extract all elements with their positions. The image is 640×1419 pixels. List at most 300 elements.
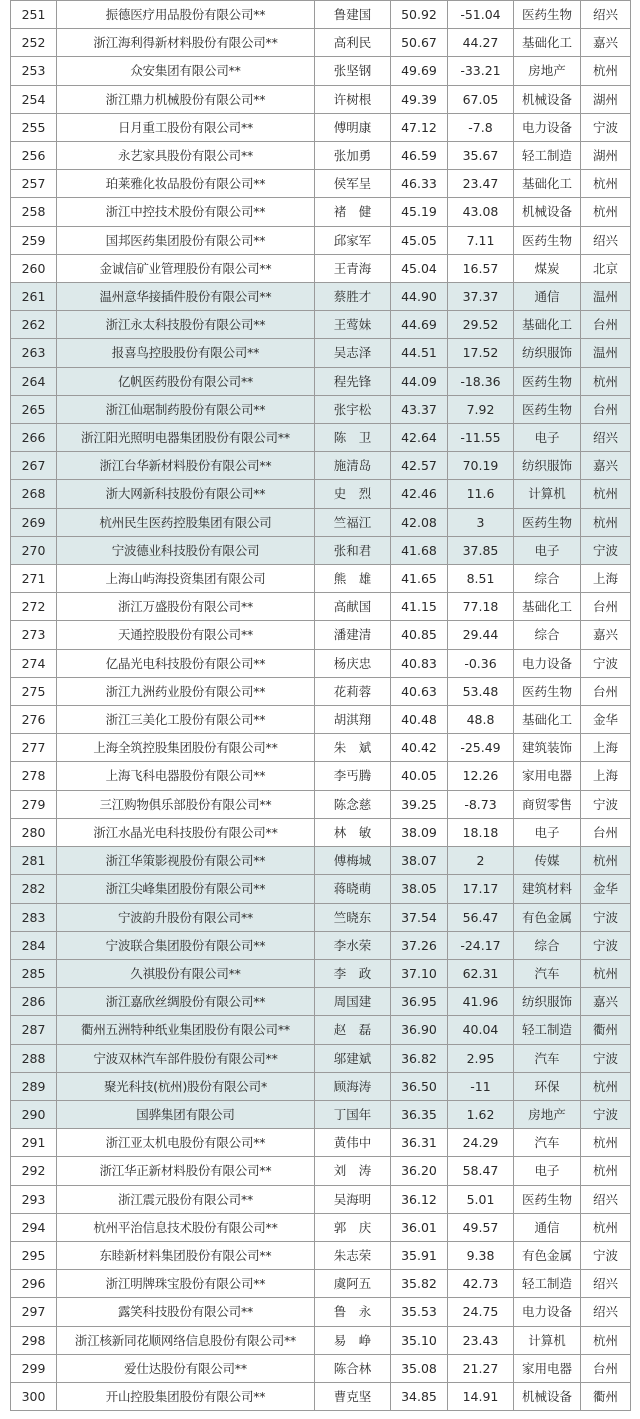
company-name-cell: 杭州民生医药控股集团有限公司 — [57, 508, 315, 536]
change-cell: 40.04 — [448, 1016, 514, 1044]
industry-cell: 机械设备 — [514, 85, 581, 113]
city-cell: 宁波 — [581, 113, 631, 141]
company-name-cell: 东睦新材料集团股份有限公司** — [57, 1241, 315, 1269]
rank-cell: 273 — [11, 621, 57, 649]
change-cell: -24.17 — [448, 931, 514, 959]
value-cell: 38.09 — [391, 818, 448, 846]
value-cell: 49.69 — [391, 57, 448, 85]
value-cell: 47.12 — [391, 113, 448, 141]
city-cell: 上海 — [581, 565, 631, 593]
city-cell: 杭州 — [581, 508, 631, 536]
person-name-cell: 郭 庆 — [315, 1213, 391, 1241]
value-cell: 43.37 — [391, 395, 448, 423]
person-name-cell: 程先锋 — [315, 367, 391, 395]
company-name-cell: 浙江华策影视股份有限公司** — [57, 847, 315, 875]
person-name-cell: 蔡胜才 — [315, 283, 391, 311]
table-row — [11, 1298, 631, 1326]
rank-cell: 251 — [11, 1, 57, 29]
industry-cell: 房地产 — [514, 57, 581, 85]
city-cell: 温州 — [581, 339, 631, 367]
person-name-cell: 张和君 — [315, 536, 391, 564]
city-cell: 宁波 — [581, 903, 631, 931]
person-name-cell: 史 烈 — [315, 480, 391, 508]
city-cell: 杭州 — [581, 170, 631, 198]
rank-cell: 297 — [11, 1298, 57, 1326]
city-cell: 嘉兴 — [581, 621, 631, 649]
ranking-table-container — [10, 0, 630, 1411]
industry-cell: 电子 — [514, 536, 581, 564]
company-name-cell: 国骅集团有限公司 — [57, 1100, 315, 1128]
city-cell: 金华 — [581, 875, 631, 903]
company-name-cell: 宁波韵升股份有限公司** — [57, 903, 315, 931]
company-name-cell: 浙江海利得新材料股份有限公司** — [57, 29, 315, 57]
rank-cell: 289 — [11, 1072, 57, 1100]
table-row — [11, 536, 631, 564]
table-row — [11, 565, 631, 593]
city-cell: 杭州 — [581, 1213, 631, 1241]
person-name-cell: 吴志泽 — [315, 339, 391, 367]
industry-cell: 有色金属 — [514, 903, 581, 931]
table-row — [11, 1129, 631, 1157]
table-row — [11, 1354, 631, 1382]
change-cell: 12.26 — [448, 762, 514, 790]
industry-cell: 基础化工 — [514, 593, 581, 621]
rank-cell: 269 — [11, 508, 57, 536]
change-cell: 5.01 — [448, 1185, 514, 1213]
table-row — [11, 57, 631, 85]
table-row — [11, 1326, 631, 1354]
industry-cell: 计算机 — [514, 480, 581, 508]
person-name-cell: 刘 涛 — [315, 1157, 391, 1185]
table-row — [11, 621, 631, 649]
change-cell: -7.8 — [448, 113, 514, 141]
value-cell: 36.20 — [391, 1157, 448, 1185]
table-row — [11, 142, 631, 170]
city-cell: 湖州 — [581, 85, 631, 113]
city-cell: 台州 — [581, 1354, 631, 1382]
change-cell: 14.91 — [448, 1382, 514, 1410]
person-name-cell: 杨庆忠 — [315, 649, 391, 677]
change-cell: 24.29 — [448, 1129, 514, 1157]
table-row — [11, 395, 631, 423]
industry-cell: 综合 — [514, 621, 581, 649]
rank-cell: 278 — [11, 762, 57, 790]
change-cell: 48.8 — [448, 706, 514, 734]
value-cell: 39.25 — [391, 790, 448, 818]
table-row — [11, 847, 631, 875]
change-cell: 3 — [448, 508, 514, 536]
rank-cell: 284 — [11, 931, 57, 959]
change-cell: 2.95 — [448, 1044, 514, 1072]
city-cell: 衢州 — [581, 1382, 631, 1410]
company-name-cell: 日月重工股份有限公司** — [57, 113, 315, 141]
rank-cell: 266 — [11, 424, 57, 452]
table-row — [11, 311, 631, 339]
person-name-cell: 侯军呈 — [315, 170, 391, 198]
city-cell: 杭州 — [581, 1129, 631, 1157]
rank-cell: 263 — [11, 339, 57, 367]
company-name-cell: 浙江亚太机电股份有限公司** — [57, 1129, 315, 1157]
company-name-cell: 开山控股集团股份有限公司** — [57, 1382, 315, 1410]
change-cell: 17.17 — [448, 875, 514, 903]
city-cell: 绍兴 — [581, 1298, 631, 1326]
company-name-cell: 亿帆医药股份有限公司** — [57, 367, 315, 395]
value-cell: 44.51 — [391, 339, 448, 367]
industry-cell: 轻工制造 — [514, 1016, 581, 1044]
change-cell: 7.11 — [448, 226, 514, 254]
value-cell: 34.85 — [391, 1382, 448, 1410]
industry-cell: 医药生物 — [514, 1185, 581, 1213]
industry-cell: 商贸零售 — [514, 790, 581, 818]
company-name-cell: 天通控股股份有限公司** — [57, 621, 315, 649]
person-name-cell: 黄伟中 — [315, 1129, 391, 1157]
table-row — [11, 1100, 631, 1128]
change-cell: 43.08 — [448, 198, 514, 226]
city-cell: 宁波 — [581, 1100, 631, 1128]
industry-cell: 电力设备 — [514, 113, 581, 141]
company-name-cell: 宁波德业科技股份有限公司 — [57, 536, 315, 564]
industry-cell: 机械设备 — [514, 1382, 581, 1410]
company-name-cell: 浙江明牌珠宝股份有限公司** — [57, 1270, 315, 1298]
change-cell: -11 — [448, 1072, 514, 1100]
city-cell: 台州 — [581, 818, 631, 846]
city-cell: 台州 — [581, 677, 631, 705]
city-cell: 北京 — [581, 254, 631, 282]
industry-cell: 计算机 — [514, 1326, 581, 1354]
rank-cell: 259 — [11, 226, 57, 254]
rank-cell: 277 — [11, 734, 57, 762]
value-cell: 41.65 — [391, 565, 448, 593]
rank-cell: 255 — [11, 113, 57, 141]
company-name-cell: 杭州平治信息技术股份有限公司** — [57, 1213, 315, 1241]
rank-cell: 254 — [11, 85, 57, 113]
value-cell: 49.39 — [391, 85, 448, 113]
change-cell: 1.62 — [448, 1100, 514, 1128]
rank-cell: 261 — [11, 283, 57, 311]
table-row — [11, 1157, 631, 1185]
person-name-cell: 高献国 — [315, 593, 391, 621]
city-cell: 绍兴 — [581, 1185, 631, 1213]
value-cell: 40.63 — [391, 677, 448, 705]
rank-cell: 274 — [11, 649, 57, 677]
person-name-cell: 高利民 — [315, 29, 391, 57]
change-cell: 2 — [448, 847, 514, 875]
rank-cell: 258 — [11, 198, 57, 226]
person-name-cell: 张宇松 — [315, 395, 391, 423]
table-row — [11, 1213, 631, 1241]
change-cell: 29.52 — [448, 311, 514, 339]
value-cell: 36.31 — [391, 1129, 448, 1157]
person-name-cell: 傅梅城 — [315, 847, 391, 875]
table-row — [11, 85, 631, 113]
value-cell: 35.10 — [391, 1326, 448, 1354]
industry-cell: 医药生物 — [514, 226, 581, 254]
company-name-cell: 浙江阳光照明电器集团股份有限公司** — [57, 424, 315, 452]
rank-cell: 291 — [11, 1129, 57, 1157]
rank-cell: 256 — [11, 142, 57, 170]
company-name-cell: 浙江中控技术股份有限公司** — [57, 198, 315, 226]
industry-cell: 纺织服饰 — [514, 452, 581, 480]
person-name-cell: 李水荣 — [315, 931, 391, 959]
change-cell: 41.96 — [448, 988, 514, 1016]
ranking-table-body — [11, 1, 631, 1411]
industry-cell: 建筑装饰 — [514, 734, 581, 762]
change-cell: 7.92 — [448, 395, 514, 423]
rank-cell: 260 — [11, 254, 57, 282]
company-name-cell: 衢州五洲特种纸业集团股份有限公司** — [57, 1016, 315, 1044]
change-cell: -11.55 — [448, 424, 514, 452]
industry-cell: 纺织服饰 — [514, 988, 581, 1016]
change-cell: 70.19 — [448, 452, 514, 480]
city-cell: 绍兴 — [581, 424, 631, 452]
table-row — [11, 1, 631, 29]
city-cell: 台州 — [581, 311, 631, 339]
table-row — [11, 706, 631, 734]
rank-cell: 257 — [11, 170, 57, 198]
company-name-cell: 久祺股份有限公司** — [57, 959, 315, 987]
change-cell: -33.21 — [448, 57, 514, 85]
company-name-cell: 浙江水晶光电科技股份有限公司** — [57, 818, 315, 846]
value-cell: 36.82 — [391, 1044, 448, 1072]
industry-cell: 汽车 — [514, 1129, 581, 1157]
change-cell: 37.37 — [448, 283, 514, 311]
value-cell: 44.90 — [391, 283, 448, 311]
industry-cell: 电子 — [514, 424, 581, 452]
company-name-cell: 珀莱雅化妆品股份有限公司** — [57, 170, 315, 198]
rank-cell: 292 — [11, 1157, 57, 1185]
person-name-cell: 蒋晓萌 — [315, 875, 391, 903]
city-cell: 湖州 — [581, 142, 631, 170]
change-cell: 49.57 — [448, 1213, 514, 1241]
company-name-cell: 浙江万盛股份有限公司** — [57, 593, 315, 621]
company-name-cell: 宁波双林汽车部件股份有限公司** — [57, 1044, 315, 1072]
change-cell: 11.6 — [448, 480, 514, 508]
city-cell: 嘉兴 — [581, 988, 631, 1016]
rank-cell: 294 — [11, 1213, 57, 1241]
rank-cell: 270 — [11, 536, 57, 564]
value-cell: 46.33 — [391, 170, 448, 198]
industry-cell: 家用电器 — [514, 762, 581, 790]
company-name-cell: 上海山屿海投资集团有限公司 — [57, 565, 315, 593]
person-name-cell: 吴海明 — [315, 1185, 391, 1213]
company-name-cell: 浙江仙琚制药股份有限公司** — [57, 395, 315, 423]
industry-cell: 建筑材料 — [514, 875, 581, 903]
industry-cell: 基础化工 — [514, 706, 581, 734]
company-name-cell: 永艺家具股份有限公司** — [57, 142, 315, 170]
city-cell: 宁波 — [581, 649, 631, 677]
city-cell: 温州 — [581, 283, 631, 311]
table-row — [11, 1072, 631, 1100]
table-row — [11, 1044, 631, 1072]
company-name-cell: 温州意华接插件股份有限公司** — [57, 283, 315, 311]
value-cell: 44.09 — [391, 367, 448, 395]
city-cell: 台州 — [581, 395, 631, 423]
value-cell: 50.67 — [391, 29, 448, 57]
person-name-cell: 张坚钢 — [315, 57, 391, 85]
company-name-cell: 浙江三美化工股份有限公司** — [57, 706, 315, 734]
change-cell: 8.51 — [448, 565, 514, 593]
person-name-cell: 鲁建国 — [315, 1, 391, 29]
city-cell: 杭州 — [581, 1157, 631, 1185]
change-cell: 67.05 — [448, 85, 514, 113]
value-cell: 42.08 — [391, 508, 448, 536]
change-cell: -25.49 — [448, 734, 514, 762]
industry-cell: 基础化工 — [514, 29, 581, 57]
rank-cell: 276 — [11, 706, 57, 734]
company-name-cell: 浙江九洲药业股份有限公司** — [57, 677, 315, 705]
city-cell: 绍兴 — [581, 1, 631, 29]
person-name-cell: 花莉蓉 — [315, 677, 391, 705]
value-cell: 44.69 — [391, 311, 448, 339]
value-cell: 46.59 — [391, 142, 448, 170]
city-cell: 杭州 — [581, 1326, 631, 1354]
company-name-cell: 国邦医药集团股份有限公司** — [57, 226, 315, 254]
table-row — [11, 959, 631, 987]
change-cell: 16.57 — [448, 254, 514, 282]
city-cell: 嘉兴 — [581, 29, 631, 57]
person-name-cell: 鲁 永 — [315, 1298, 391, 1326]
rank-cell: 298 — [11, 1326, 57, 1354]
rank-cell: 262 — [11, 311, 57, 339]
person-name-cell: 陈合林 — [315, 1354, 391, 1382]
change-cell: 21.27 — [448, 1354, 514, 1382]
value-cell: 45.05 — [391, 226, 448, 254]
person-name-cell: 周国建 — [315, 988, 391, 1016]
value-cell: 35.82 — [391, 1270, 448, 1298]
city-cell: 杭州 — [581, 198, 631, 226]
company-name-cell: 浙江震元股份有限公司** — [57, 1185, 315, 1213]
rank-cell: 265 — [11, 395, 57, 423]
rank-cell: 275 — [11, 677, 57, 705]
person-name-cell: 褚 健 — [315, 198, 391, 226]
table-row — [11, 283, 631, 311]
table-row — [11, 1241, 631, 1269]
table-row — [11, 170, 631, 198]
city-cell: 绍兴 — [581, 1270, 631, 1298]
person-name-cell: 丁国年 — [315, 1100, 391, 1128]
person-name-cell: 易 峥 — [315, 1326, 391, 1354]
value-cell: 36.01 — [391, 1213, 448, 1241]
rank-cell: 264 — [11, 367, 57, 395]
table-row — [11, 875, 631, 903]
value-cell: 42.64 — [391, 424, 448, 452]
industry-cell: 综合 — [514, 565, 581, 593]
company-name-cell: 上海飞科电器股份有限公司** — [57, 762, 315, 790]
industry-cell: 房地产 — [514, 1100, 581, 1128]
industry-cell: 家用电器 — [514, 1354, 581, 1382]
value-cell: 37.54 — [391, 903, 448, 931]
rank-cell: 287 — [11, 1016, 57, 1044]
rank-cell: 299 — [11, 1354, 57, 1382]
company-name-cell: 三江购物俱乐部股份有限公司** — [57, 790, 315, 818]
company-name-cell: 宁波联合集团股份有限公司** — [57, 931, 315, 959]
rank-cell: 293 — [11, 1185, 57, 1213]
value-cell: 36.50 — [391, 1072, 448, 1100]
person-name-cell: 朱志荣 — [315, 1241, 391, 1269]
rank-cell: 268 — [11, 480, 57, 508]
company-name-cell: 亿晶光电科技股份有限公司** — [57, 649, 315, 677]
value-cell: 38.07 — [391, 847, 448, 875]
value-cell: 36.90 — [391, 1016, 448, 1044]
value-cell: 40.85 — [391, 621, 448, 649]
person-name-cell: 王青海 — [315, 254, 391, 282]
table-row — [11, 762, 631, 790]
industry-cell: 医药生物 — [514, 395, 581, 423]
value-cell: 35.91 — [391, 1241, 448, 1269]
table-row — [11, 1382, 631, 1410]
value-cell: 41.68 — [391, 536, 448, 564]
industry-cell: 通信 — [514, 1213, 581, 1241]
city-cell: 宁波 — [581, 1241, 631, 1269]
person-name-cell: 张加勇 — [315, 142, 391, 170]
rank-cell: 279 — [11, 790, 57, 818]
value-cell: 42.46 — [391, 480, 448, 508]
rank-cell: 285 — [11, 959, 57, 987]
company-name-cell: 上海全筑控股集团股份有限公司** — [57, 734, 315, 762]
company-name-cell: 浙大网新科技股份有限公司** — [57, 480, 315, 508]
company-name-cell: 众安集团有限公司** — [57, 57, 315, 85]
industry-cell: 基础化工 — [514, 170, 581, 198]
company-name-cell: 浙江尖峰集团股份有限公司** — [57, 875, 315, 903]
change-cell: 56.47 — [448, 903, 514, 931]
industry-cell: 轻工制造 — [514, 142, 581, 170]
value-cell: 45.04 — [391, 254, 448, 282]
city-cell: 杭州 — [581, 959, 631, 987]
table-row — [11, 903, 631, 931]
table-row — [11, 649, 631, 677]
rank-cell: 271 — [11, 565, 57, 593]
city-cell: 杭州 — [581, 847, 631, 875]
person-name-cell: 赵 磊 — [315, 1016, 391, 1044]
value-cell: 40.83 — [391, 649, 448, 677]
value-cell: 45.19 — [391, 198, 448, 226]
value-cell: 40.48 — [391, 706, 448, 734]
table-row — [11, 424, 631, 452]
rank-cell: 283 — [11, 903, 57, 931]
rank-cell: 272 — [11, 593, 57, 621]
person-name-cell: 虞阿五 — [315, 1270, 391, 1298]
person-name-cell: 许树根 — [315, 85, 391, 113]
city-cell: 嘉兴 — [581, 452, 631, 480]
table-row — [11, 480, 631, 508]
person-name-cell: 胡淇翔 — [315, 706, 391, 734]
city-cell: 绍兴 — [581, 226, 631, 254]
industry-cell: 电力设备 — [514, 649, 581, 677]
rank-cell: 295 — [11, 1241, 57, 1269]
table-row — [11, 677, 631, 705]
rank-cell: 281 — [11, 847, 57, 875]
city-cell: 金华 — [581, 706, 631, 734]
value-cell: 36.12 — [391, 1185, 448, 1213]
change-cell: -0.36 — [448, 649, 514, 677]
change-cell: -51.04 — [448, 1, 514, 29]
value-cell: 37.10 — [391, 959, 448, 987]
person-name-cell: 邱家军 — [315, 226, 391, 254]
change-cell: 9.38 — [448, 1241, 514, 1269]
rank-cell: 288 — [11, 1044, 57, 1072]
value-cell: 50.92 — [391, 1, 448, 29]
value-cell: 37.26 — [391, 931, 448, 959]
value-cell: 41.15 — [391, 593, 448, 621]
city-cell: 宁波 — [581, 931, 631, 959]
rank-cell: 300 — [11, 1382, 57, 1410]
industry-cell: 传媒 — [514, 847, 581, 875]
industry-cell: 电子 — [514, 1157, 581, 1185]
company-name-cell: 爱仕达股份有限公司** — [57, 1354, 315, 1382]
company-name-cell: 浙江核新同花顺网络信息股份有限公司** — [57, 1326, 315, 1354]
person-name-cell: 顾海涛 — [315, 1072, 391, 1100]
industry-cell: 纺织服饰 — [514, 339, 581, 367]
